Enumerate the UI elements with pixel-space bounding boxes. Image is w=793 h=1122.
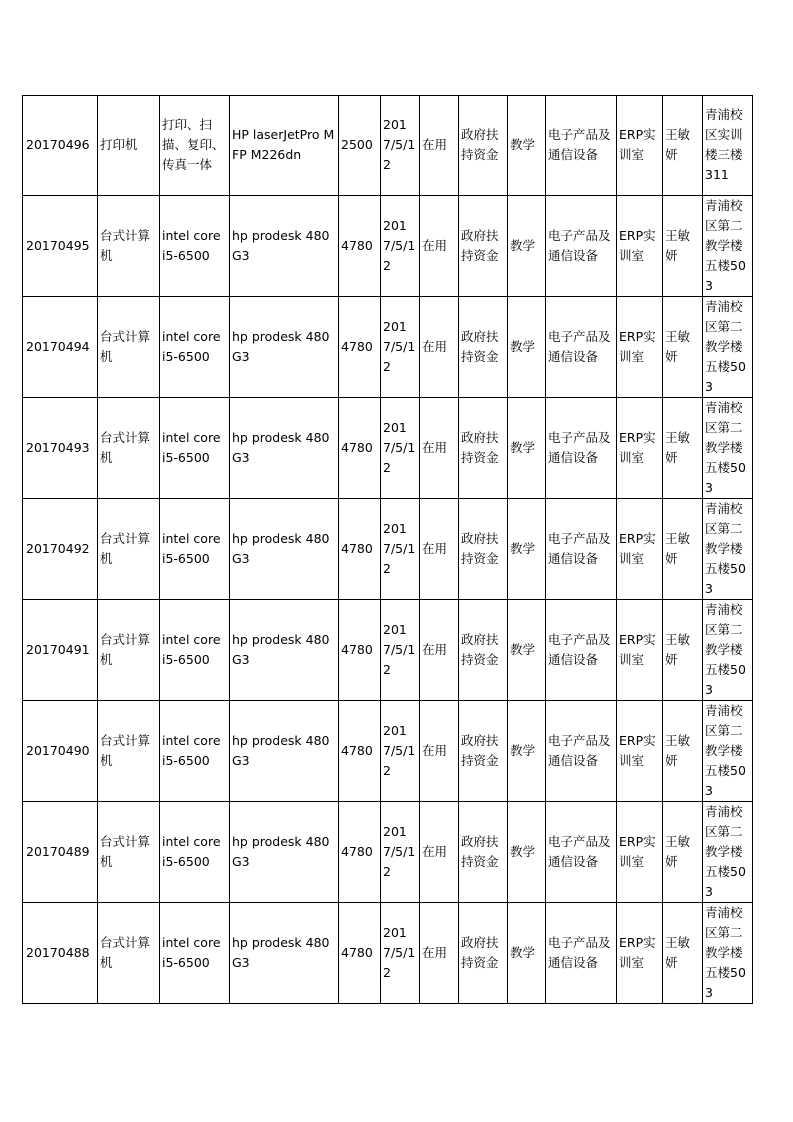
- keeper-cell: 王敏妍: [663, 599, 703, 700]
- model-cell: hp prodesk 480 G3: [230, 195, 339, 296]
- date-cell: 2017/5/12: [381, 902, 420, 1003]
- fund-source-cell: 政府扶持资金: [459, 801, 508, 902]
- date-cell: 2017/5/12: [381, 296, 420, 397]
- asset-id-cell: 20170489: [23, 801, 98, 902]
- location-cell: 青浦校区第二教学楼五楼503: [703, 700, 753, 801]
- department-cell: ERP实训室: [617, 96, 663, 196]
- usage-cell: 教学: [508, 296, 546, 397]
- model-cell: hp prodesk 480 G3: [230, 296, 339, 397]
- table-row: [23, 96, 753, 196]
- department-cell: ERP实训室: [617, 801, 663, 902]
- price-cell: 4780: [339, 397, 381, 498]
- fund-source-cell: 政府扶持资金: [459, 195, 508, 296]
- asset-name-cell: 台式计算机: [98, 498, 160, 599]
- asset-id-cell: 20170493: [23, 397, 98, 498]
- status-cell: 在用: [420, 498, 459, 599]
- status-cell: 在用: [420, 96, 459, 196]
- fund-source-cell: 政府扶持资金: [459, 296, 508, 397]
- asset-name-cell: 打印机: [98, 96, 160, 196]
- keeper-cell: 王敏妍: [663, 397, 703, 498]
- asset-id-cell: 20170491: [23, 599, 98, 700]
- location-cell: 青浦校区第二教学楼五楼503: [703, 498, 753, 599]
- usage-cell: 教学: [508, 397, 546, 498]
- usage-cell: 教学: [508, 599, 546, 700]
- keeper-cell: 王敏妍: [663, 801, 703, 902]
- spec-cell: 打印、扫描、复印、传真一体: [160, 96, 230, 196]
- price-cell: 4780: [339, 195, 381, 296]
- date-cell: 2017/5/12: [381, 700, 420, 801]
- department-cell: ERP实训室: [617, 599, 663, 700]
- table-row: [23, 700, 753, 801]
- fund-source-cell: 政府扶持资金: [459, 902, 508, 1003]
- price-cell: 2500: [339, 96, 381, 196]
- status-cell: 在用: [420, 902, 459, 1003]
- date-cell: 2017/5/12: [381, 498, 420, 599]
- date-cell: 2017/5/12: [381, 801, 420, 902]
- asset-id-cell: 20170495: [23, 195, 98, 296]
- model-cell: HP laserJetPro MFP M226dn: [230, 96, 339, 196]
- category-cell: 电子产品及通信设备: [546, 296, 617, 397]
- date-cell: 2017/5/12: [381, 96, 420, 196]
- fund-source-cell: 政府扶持资金: [459, 498, 508, 599]
- usage-cell: 教学: [508, 195, 546, 296]
- price-cell: 4780: [339, 902, 381, 1003]
- category-cell: 电子产品及通信设备: [546, 195, 617, 296]
- asset-name-cell: 台式计算机: [98, 902, 160, 1003]
- status-cell: 在用: [420, 195, 459, 296]
- department-cell: ERP实训室: [617, 397, 663, 498]
- location-cell: 青浦校区第二教学楼五楼503: [703, 801, 753, 902]
- category-cell: 电子产品及通信设备: [546, 902, 617, 1003]
- category-cell: 电子产品及通信设备: [546, 801, 617, 902]
- category-cell: 电子产品及通信设备: [546, 599, 617, 700]
- usage-cell: 教学: [508, 700, 546, 801]
- spec-cell: intel core i5-6500: [160, 902, 230, 1003]
- asset-id-cell: 20170494: [23, 296, 98, 397]
- model-cell: hp prodesk 480 G3: [230, 599, 339, 700]
- keeper-cell: 王敏妍: [663, 700, 703, 801]
- status-cell: 在用: [420, 599, 459, 700]
- spec-cell: intel core i5-6500: [160, 801, 230, 902]
- date-cell: 2017/5/12: [381, 599, 420, 700]
- usage-cell: 教学: [508, 902, 546, 1003]
- department-cell: ERP实训室: [617, 902, 663, 1003]
- table-body: [23, 96, 753, 1004]
- location-cell: 青浦校区第二教学楼五楼503: [703, 296, 753, 397]
- usage-cell: 教学: [508, 498, 546, 599]
- category-cell: 电子产品及通信设备: [546, 397, 617, 498]
- fund-source-cell: 政府扶持资金: [459, 599, 508, 700]
- category-cell: 电子产品及通信设备: [546, 96, 617, 196]
- fund-source-cell: 政府扶持资金: [459, 700, 508, 801]
- status-cell: 在用: [420, 296, 459, 397]
- fund-source-cell: 政府扶持资金: [459, 96, 508, 196]
- asset-id-cell: 20170496: [23, 96, 98, 196]
- department-cell: ERP实训室: [617, 296, 663, 397]
- spec-cell: intel core i5-6500: [160, 296, 230, 397]
- status-cell: 在用: [420, 700, 459, 801]
- model-cell: hp prodesk 480 G3: [230, 498, 339, 599]
- model-cell: hp prodesk 480 G3: [230, 801, 339, 902]
- spec-cell: intel core i5-6500: [160, 195, 230, 296]
- category-cell: 电子产品及通信设备: [546, 700, 617, 801]
- model-cell: hp prodesk 480 G3: [230, 902, 339, 1003]
- asset-name-cell: 台式计算机: [98, 195, 160, 296]
- model-cell: hp prodesk 480 G3: [230, 700, 339, 801]
- model-cell: hp prodesk 480 G3: [230, 397, 339, 498]
- spec-cell: intel core i5-6500: [160, 498, 230, 599]
- asset-name-cell: 台式计算机: [98, 700, 160, 801]
- table-row: [23, 195, 753, 296]
- date-cell: 2017/5/12: [381, 397, 420, 498]
- table-row: [23, 599, 753, 700]
- keeper-cell: 王敏妍: [663, 96, 703, 196]
- location-cell: 青浦校区实训楼三楼311: [703, 96, 753, 196]
- department-cell: ERP实训室: [617, 498, 663, 599]
- keeper-cell: 王敏妍: [663, 902, 703, 1003]
- price-cell: 4780: [339, 700, 381, 801]
- table-row: [23, 397, 753, 498]
- usage-cell: 教学: [508, 801, 546, 902]
- asset-id-cell: 20170490: [23, 700, 98, 801]
- table-row: [23, 498, 753, 599]
- keeper-cell: 王敏妍: [663, 296, 703, 397]
- asset-name-cell: 台式计算机: [98, 397, 160, 498]
- price-cell: 4780: [339, 296, 381, 397]
- location-cell: 青浦校区第二教学楼五楼503: [703, 397, 753, 498]
- spec-cell: intel core i5-6500: [160, 599, 230, 700]
- asset-name-cell: 台式计算机: [98, 599, 160, 700]
- location-cell: 青浦校区第二教学楼五楼503: [703, 195, 753, 296]
- status-cell: 在用: [420, 801, 459, 902]
- price-cell: 4780: [339, 599, 381, 700]
- asset-id-cell: 20170488: [23, 902, 98, 1003]
- price-cell: 4780: [339, 498, 381, 599]
- asset-name-cell: 台式计算机: [98, 801, 160, 902]
- fund-source-cell: 政府扶持资金: [459, 397, 508, 498]
- table-row: [23, 902, 753, 1003]
- price-cell: 4780: [339, 801, 381, 902]
- asset-table: [22, 95, 753, 1004]
- usage-cell: 教学: [508, 96, 546, 196]
- keeper-cell: 王敏妍: [663, 498, 703, 599]
- department-cell: ERP实训室: [617, 700, 663, 801]
- keeper-cell: 王敏妍: [663, 195, 703, 296]
- asset-id-cell: 20170492: [23, 498, 98, 599]
- table-row: [23, 801, 753, 902]
- date-cell: 2017/5/12: [381, 195, 420, 296]
- location-cell: 青浦校区第二教学楼五楼503: [703, 599, 753, 700]
- spec-cell: intel core i5-6500: [160, 397, 230, 498]
- table-row: [23, 296, 753, 397]
- department-cell: ERP实训室: [617, 195, 663, 296]
- category-cell: 电子产品及通信设备: [546, 498, 617, 599]
- location-cell: 青浦校区第二教学楼五楼503: [703, 902, 753, 1003]
- asset-name-cell: 台式计算机: [98, 296, 160, 397]
- spec-cell: intel core i5-6500: [160, 700, 230, 801]
- status-cell: 在用: [420, 397, 459, 498]
